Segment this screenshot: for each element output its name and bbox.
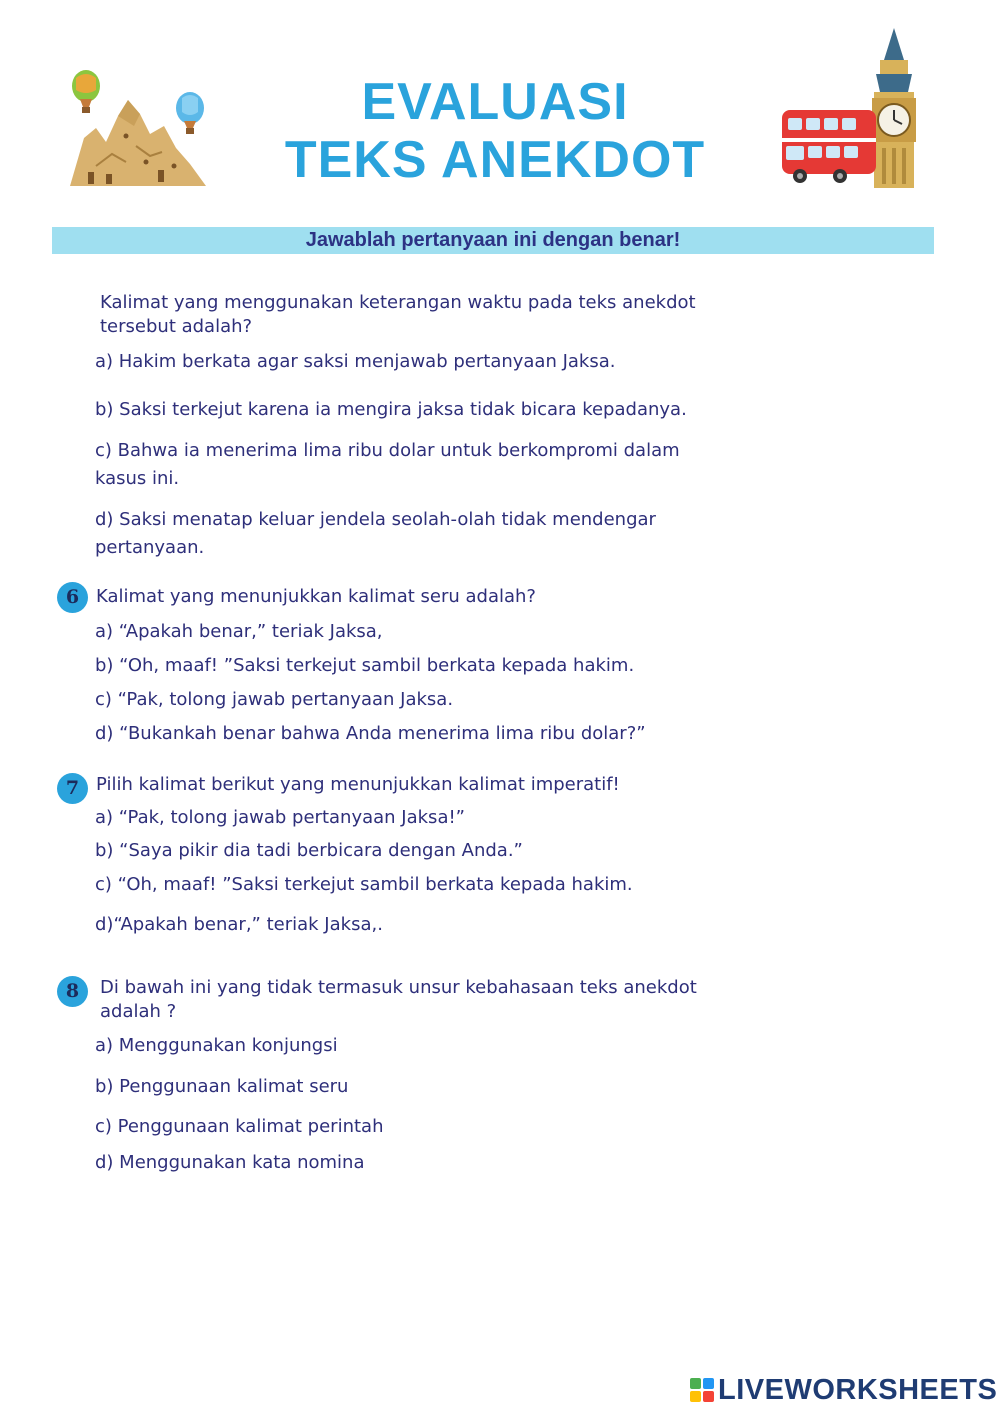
bus-clock-tower-illustration [778, 26, 922, 190]
question-number-badge: 7 [57, 773, 88, 804]
answer-option[interactable]: c) Bahwa ia menerima lima ribu dolar untuk berkompromi dalam kasus ini. [95, 440, 680, 489]
question-number-badge: 8 [57, 976, 88, 1007]
brand-name: LIVEWORKSHEETS [718, 1373, 998, 1406]
answer-option[interactable]: a) Menggunakan konjungsi [95, 1035, 338, 1056]
double-decker-bus-icon [782, 110, 876, 183]
logo-square-red [703, 1391, 714, 1402]
question-text: Kalimat yang menggunakan keterangan waktu pada teks anekdot tersebut adalah? [100, 292, 696, 337]
balloons-mountains-illustration [66, 66, 212, 190]
answer-option[interactable]: b) Saksi terkejut karena ia mengira jaksa tidak bicara kepadanya. [95, 399, 687, 420]
footer-branding[interactable] [690, 1373, 997, 1407]
answer-option[interactable]: d) “Bukankah benar bahwa Anda menerima lima ribu dolar?” [95, 723, 646, 744]
answer-option[interactable]: a) Hakim berkata agar saksi menjawab pertanyaan Jaksa. [95, 351, 616, 372]
page-title-line2: TEKS ANEKDOT [284, 131, 706, 189]
instruction-banner: Jawablah pertanyaan ini dengan benar! [52, 227, 934, 254]
answer-option[interactable]: a) “Apakah benar,” teriak Jaksa, [95, 621, 383, 642]
question-text: Di bawah ini yang tidak termasuk unsur kebahasaan teks anekdot adalah ? [100, 977, 697, 1022]
answer-option[interactable]: d) Saksi menatap keluar jendela seolah-olah tidak mendengar pertanyaan. [95, 509, 656, 558]
logo-square-green [690, 1378, 701, 1389]
answer-option[interactable]: c) Penggunaan kalimat perintah [95, 1116, 384, 1137]
answer-option[interactable]: c) “Oh, maaf! ”Saksi terkejut sambil berkata kepada hakim. [95, 874, 633, 895]
clock-tower-icon [872, 28, 916, 188]
logo-square-yellow [690, 1391, 701, 1402]
page-title-line1: EVALUASI [361, 73, 629, 131]
answer-option[interactable]: c) “Pak, tolong jawab pertanyaan Jaksa. [95, 689, 454, 710]
answer-option[interactable]: a) “Pak, tolong jawab pertanyaan Jaksa!” [95, 807, 466, 828]
logo-square-blue [703, 1378, 714, 1389]
question-number-badge: 6 [57, 582, 88, 613]
answer-option[interactable]: b) “Saya pikir dia tadi berbicara dengan Anda.” [95, 840, 523, 861]
answer-option[interactable]: d)“Apakah benar,” teriak Jaksa,. [95, 914, 383, 935]
liveworksheets-logo-icon [690, 1378, 714, 1402]
hot-air-balloon-icon [176, 92, 204, 134]
question-text: Pilih kalimat berikut yang menunjukkan kalimat imperatif! [96, 774, 620, 795]
question-text: Kalimat yang menunjukkan kalimat seru adalah? [96, 586, 536, 607]
answer-option[interactable]: b) “Oh, maaf! ”Saksi terkejut sambil berkata kepada hakim. [95, 655, 635, 676]
answer-option[interactable]: d) Menggunakan kata nomina [95, 1152, 365, 1173]
hot-air-balloon-icon [72, 70, 100, 113]
answer-option[interactable]: b) Penggunaan kalimat seru [95, 1076, 349, 1097]
